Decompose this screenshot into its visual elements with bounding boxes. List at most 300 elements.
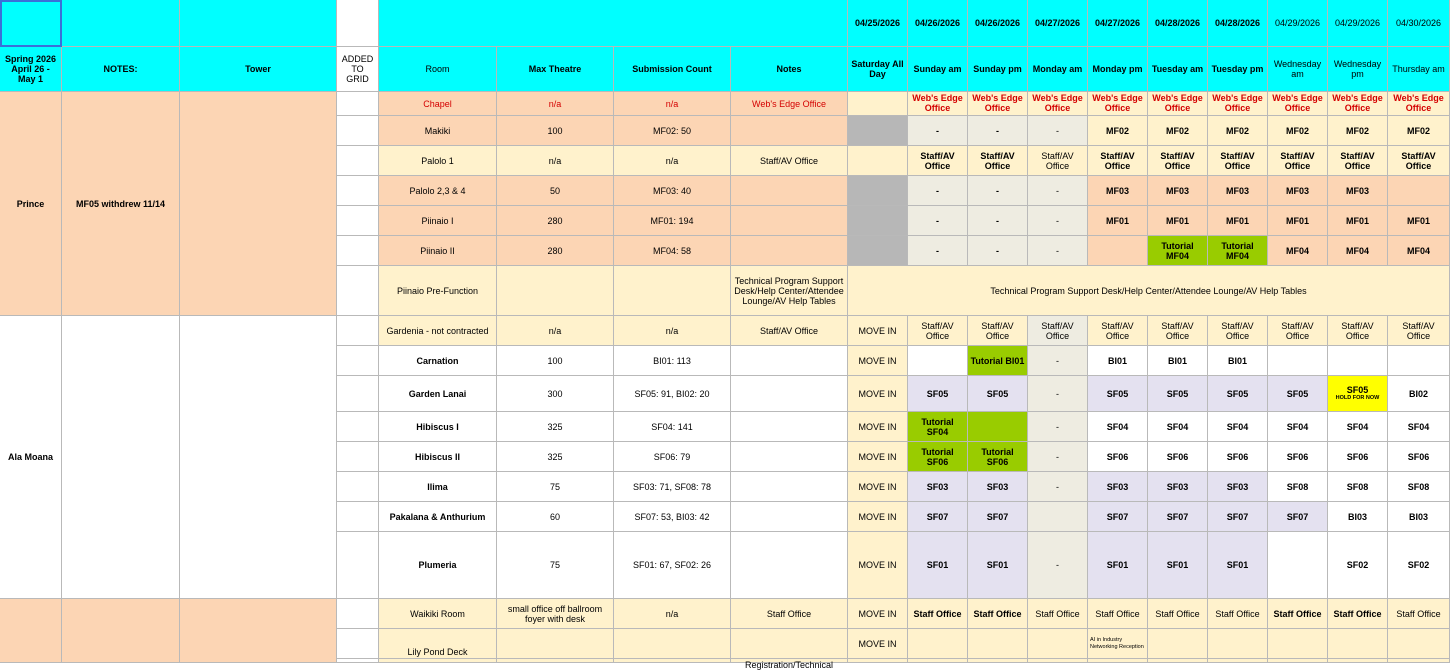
tower-cell[interactable] bbox=[180, 316, 337, 599]
date-header[interactable]: 04/30/2026 bbox=[1388, 0, 1450, 47]
schedule-cell[interactable]: SF06 bbox=[1208, 442, 1268, 472]
schedule-cell[interactable]: SF08 bbox=[1388, 472, 1450, 502]
date-header[interactable]: 04/29/2026 bbox=[1268, 0, 1328, 47]
tower-name[interactable] bbox=[0, 599, 62, 663]
schedule-cell[interactable]: SF07 bbox=[968, 502, 1028, 532]
schedule-cell[interactable]: AI in Industry Networking Reception bbox=[1088, 629, 1148, 659]
schedule-cell[interactable]: - bbox=[1028, 376, 1088, 412]
schedule-cell[interactable]: Web's Edge Office bbox=[1328, 92, 1388, 116]
schedule-cell[interactable] bbox=[968, 629, 1028, 659]
schedule-cell[interactable]: MOVE IN bbox=[848, 629, 908, 659]
schedule-cell[interactable]: - bbox=[908, 176, 968, 206]
schedule-cell[interactable]: Staff/AV Office bbox=[1148, 316, 1208, 346]
max-theatre[interactable]: n/a bbox=[497, 146, 614, 176]
schedule-cell[interactable]: SF05 bbox=[1148, 376, 1208, 412]
schedule-cell[interactable]: SF02 bbox=[1388, 532, 1450, 599]
slot-header[interactable]: Thursday am bbox=[1388, 47, 1450, 92]
max-theatre[interactable] bbox=[497, 629, 614, 659]
added-to-grid-checkbox[interactable] bbox=[337, 346, 379, 376]
schedule-cell[interactable]: - bbox=[1028, 236, 1088, 266]
column-header-notes[interactable]: NOTES: bbox=[62, 47, 180, 92]
schedule-cell[interactable]: - bbox=[1028, 206, 1088, 236]
submission-count[interactable] bbox=[614, 266, 731, 316]
schedule-cell[interactable]: Tutorial SF06 bbox=[968, 442, 1028, 472]
schedule-cell[interactable]: BI02 bbox=[1388, 376, 1450, 412]
max-theatre[interactable]: n/a bbox=[497, 316, 614, 346]
schedule-cell[interactable]: SF05 bbox=[1268, 376, 1328, 412]
room-name[interactable]: Carnation bbox=[379, 346, 497, 376]
schedule-cell[interactable]: Staff/AV Office bbox=[1088, 146, 1148, 176]
room-name[interactable]: Makiki bbox=[379, 116, 497, 146]
schedule-cell[interactable] bbox=[1388, 659, 1450, 663]
schedule-cell[interactable]: MF02 bbox=[1268, 116, 1328, 146]
submission-count[interactable] bbox=[614, 629, 731, 659]
schedule-cell[interactable]: MOVE IN bbox=[848, 472, 908, 502]
schedule-cell[interactable]: Staff Office bbox=[908, 599, 968, 629]
tower-note[interactable]: MF05 withdrew 11/14 bbox=[62, 92, 180, 316]
slot-header[interactable]: Wednesday pm bbox=[1328, 47, 1388, 92]
slot-header[interactable]: Sunday am bbox=[908, 47, 968, 92]
added-to-grid-checkbox[interactable] bbox=[337, 316, 379, 346]
schedule-cell[interactable] bbox=[908, 659, 968, 663]
schedule-cell[interactable] bbox=[1028, 629, 1088, 659]
schedule-cell[interactable]: Tutorial MF04 bbox=[1148, 236, 1208, 266]
room-name[interactable]: Gardenia - not contracted bbox=[379, 316, 497, 346]
date-header[interactable]: 04/28/2026 bbox=[1148, 0, 1208, 47]
schedule-cell[interactable]: Tutorial BI01 bbox=[968, 346, 1028, 376]
schedule-cell[interactable]: Web's Edge Office bbox=[1148, 92, 1208, 116]
schedule-cell[interactable]: Staff Office bbox=[1028, 599, 1088, 629]
schedule-cell[interactable] bbox=[1208, 659, 1268, 663]
max-theatre[interactable]: small office off ballroom foyer with desk bbox=[497, 599, 614, 629]
date-header[interactable]: 04/28/2026 bbox=[1208, 0, 1268, 47]
schedule-cell[interactable] bbox=[848, 206, 908, 236]
header-blank-cell[interactable] bbox=[180, 0, 337, 47]
column-header-added-to-grid[interactable]: ADDED TO GRID bbox=[337, 47, 379, 92]
schedule-cell[interactable]: SF07 bbox=[1208, 502, 1268, 532]
schedule-cell[interactable] bbox=[1088, 659, 1148, 663]
submission-count[interactable]: n/a bbox=[614, 316, 731, 346]
added-to-grid-checkbox[interactable] bbox=[337, 442, 379, 472]
schedule-cell[interactable]: - bbox=[1028, 176, 1088, 206]
schedule-cell[interactable]: MF01 bbox=[1148, 206, 1208, 236]
submission-count[interactable]: SF04: 141 bbox=[614, 412, 731, 442]
selected-header-cell[interactable] bbox=[0, 0, 62, 47]
column-header-notes2[interactable]: Notes bbox=[731, 47, 848, 92]
submission-count[interactable]: SF01: 67, SF02: 26 bbox=[614, 532, 731, 599]
header-blank-cell[interactable] bbox=[337, 0, 379, 47]
schedule-cell[interactable]: SF01 bbox=[1148, 532, 1208, 599]
schedule-cell[interactable]: MF03 bbox=[1088, 176, 1148, 206]
spreadsheet-title[interactable]: Spring 2026 April 26 - May 1 bbox=[0, 47, 62, 92]
schedule-cell[interactable]: SF01 bbox=[1208, 532, 1268, 599]
schedule-cell[interactable] bbox=[1328, 659, 1388, 663]
schedule-cell[interactable] bbox=[848, 236, 908, 266]
schedule-cell[interactable] bbox=[908, 346, 968, 376]
room-name[interactable]: Ilima bbox=[379, 472, 497, 502]
schedule-cell[interactable] bbox=[1028, 502, 1088, 532]
schedule-cell[interactable]: Staff/AV Office bbox=[1028, 316, 1088, 346]
added-to-grid-checkbox[interactable] bbox=[337, 376, 379, 412]
room-name[interactable]: Piinaio Pre-Function bbox=[379, 266, 497, 316]
max-theatre[interactable]: n/a bbox=[497, 92, 614, 116]
schedule-cell[interactable] bbox=[1268, 659, 1328, 663]
date-header[interactable]: 04/26/2026 bbox=[908, 0, 968, 47]
schedule-cell[interactable] bbox=[1148, 659, 1208, 663]
schedule-cell[interactable]: MF02 bbox=[1388, 116, 1450, 146]
tower-cell[interactable] bbox=[180, 599, 337, 663]
schedule-cell[interactable]: Staff Office bbox=[1208, 599, 1268, 629]
schedule-cell[interactable]: MF03 bbox=[1268, 176, 1328, 206]
schedule-cell[interactable]: SF01 bbox=[908, 532, 968, 599]
tower-name[interactable]: Ala Moana bbox=[0, 316, 62, 599]
schedule-cell[interactable]: SF04 bbox=[1148, 412, 1208, 442]
date-header[interactable]: 04/26/2026 bbox=[968, 0, 1028, 47]
room-name[interactable]: Plumeria bbox=[379, 532, 497, 599]
schedule-cell[interactable]: - bbox=[908, 116, 968, 146]
schedule-cell[interactable]: - bbox=[1028, 472, 1088, 502]
room-name[interactable]: Garden Lanai bbox=[379, 376, 497, 412]
tower-note[interactable] bbox=[62, 599, 180, 663]
added-to-grid-checkbox[interactable] bbox=[337, 206, 379, 236]
schedule-cell[interactable]: Tutorial SF06 bbox=[908, 442, 968, 472]
submission-count[interactable]: MF01: 194 bbox=[614, 206, 731, 236]
schedule-cell[interactable]: MOVE IN bbox=[848, 316, 908, 346]
date-header[interactable]: 04/25/2026 bbox=[848, 0, 908, 47]
schedule-cell[interactable]: BI01 bbox=[1148, 346, 1208, 376]
max-theatre[interactable]: 100 bbox=[497, 116, 614, 146]
schedule-cell[interactable]: - bbox=[968, 176, 1028, 206]
schedule-cell[interactable]: SF02 bbox=[1328, 532, 1388, 599]
schedule-cell[interactable]: SF06 bbox=[1328, 442, 1388, 472]
room-notes[interactable] bbox=[731, 472, 848, 502]
schedule-cell[interactable] bbox=[968, 412, 1028, 442]
schedule-cell[interactable]: MF04 bbox=[1268, 236, 1328, 266]
max-theatre[interactable]: 280 bbox=[497, 236, 614, 266]
schedule-cell[interactable]: BI03 bbox=[1388, 502, 1450, 532]
room-notes[interactable] bbox=[731, 206, 848, 236]
schedule-cell[interactable] bbox=[1148, 629, 1208, 659]
schedule-cell[interactable]: - bbox=[1028, 346, 1088, 376]
max-theatre[interactable]: 325 bbox=[497, 412, 614, 442]
schedule-cell[interactable]: MOVE IN bbox=[848, 532, 908, 599]
room-notes[interactable] bbox=[731, 532, 848, 599]
room-notes[interactable]: Staff/AV Office bbox=[731, 146, 848, 176]
max-theatre[interactable]: 75 bbox=[497, 532, 614, 599]
schedule-cell[interactable]: - bbox=[1028, 532, 1088, 599]
room-name[interactable]: Palolo 1 bbox=[379, 146, 497, 176]
room-notes[interactable] bbox=[731, 116, 848, 146]
submission-count[interactable]: BI01: 113 bbox=[614, 346, 731, 376]
date-header[interactable]: 04/27/2026 bbox=[1028, 0, 1088, 47]
schedule-cell[interactable]: SF07 bbox=[1148, 502, 1208, 532]
schedule-cell[interactable]: SF08 bbox=[1328, 472, 1388, 502]
schedule-cell[interactable]: Staff/AV Office bbox=[1268, 316, 1328, 346]
room-name[interactable] bbox=[379, 659, 497, 663]
schedule-cell[interactable]: - bbox=[908, 236, 968, 266]
schedule-cell[interactable] bbox=[1208, 629, 1268, 659]
submission-count[interactable]: n/a bbox=[614, 599, 731, 629]
added-to-grid-checkbox[interactable] bbox=[337, 659, 379, 663]
schedule-cell[interactable]: SF03 bbox=[908, 472, 968, 502]
schedule-cell[interactable]: MF01 bbox=[1388, 206, 1450, 236]
schedule-cell[interactable]: BI03 bbox=[1328, 502, 1388, 532]
added-to-grid-checkbox[interactable] bbox=[337, 116, 379, 146]
tower-name[interactable]: Prince bbox=[0, 92, 62, 316]
schedule-cell[interactable] bbox=[1388, 346, 1450, 376]
schedule-cell[interactable]: MOVE IN bbox=[848, 376, 908, 412]
schedule-cell[interactable]: Web's Edge Office bbox=[1208, 92, 1268, 116]
max-theatre[interactable]: 280 bbox=[497, 206, 614, 236]
column-header-max-theatre[interactable]: Max Theatre bbox=[497, 47, 614, 92]
room-name[interactable]: Piinaio II bbox=[379, 236, 497, 266]
schedule-cell[interactable]: MF04 bbox=[1388, 236, 1450, 266]
max-theatre[interactable]: 100 bbox=[497, 346, 614, 376]
schedule-cell[interactable] bbox=[848, 116, 908, 146]
schedule-cell[interactable]: MF03 bbox=[1328, 176, 1388, 206]
schedule-cell[interactable] bbox=[1328, 376, 1388, 412]
schedule-cell[interactable]: MOVE IN bbox=[848, 502, 908, 532]
schedule-cell[interactable]: MF01 bbox=[1208, 206, 1268, 236]
schedule-cell[interactable]: Staff Office bbox=[1328, 599, 1388, 629]
room-notes[interactable]: Web's Edge Office bbox=[731, 92, 848, 116]
added-to-grid-checkbox[interactable] bbox=[337, 599, 379, 629]
schedule-cell[interactable]: Web's Edge Office bbox=[1028, 92, 1088, 116]
header-blank-cell[interactable] bbox=[62, 0, 180, 47]
schedule-cell[interactable]: Staff Office bbox=[1088, 599, 1148, 629]
schedule-cell[interactable]: - bbox=[968, 116, 1028, 146]
room-notes[interactable]: Staff Office bbox=[731, 599, 848, 629]
schedule-cell[interactable]: SF05 bbox=[1208, 376, 1268, 412]
submission-count[interactable]: MF03: 40 bbox=[614, 176, 731, 206]
schedule-cell[interactable] bbox=[1388, 629, 1450, 659]
room-name[interactable]: Hibiscus II bbox=[379, 442, 497, 472]
added-to-grid-checkbox[interactable] bbox=[337, 176, 379, 206]
room-name[interactable]: Chapel bbox=[379, 92, 497, 116]
schedule-cell[interactable]: SF07 bbox=[908, 502, 968, 532]
added-to-grid-checkbox[interactable] bbox=[337, 412, 379, 442]
schedule-cell[interactable]: Staff/AV Office bbox=[908, 146, 968, 176]
schedule-cell[interactable]: SF05 bbox=[968, 376, 1028, 412]
schedule-cell[interactable]: Staff Office bbox=[1268, 599, 1328, 629]
added-to-grid-checkbox[interactable] bbox=[337, 266, 379, 316]
schedule-cell[interactable] bbox=[848, 659, 908, 663]
schedule-cell[interactable]: BI01 bbox=[1088, 346, 1148, 376]
submission-count[interactable]: n/a bbox=[614, 146, 731, 176]
schedule-cell[interactable]: MOVE IN bbox=[848, 346, 908, 376]
room-name[interactable]: Piinaio I bbox=[379, 206, 497, 236]
added-to-grid-checkbox[interactable] bbox=[337, 629, 379, 659]
added-to-grid-checkbox[interactable] bbox=[337, 146, 379, 176]
room-name[interactable]: Waikiki Room bbox=[379, 599, 497, 629]
schedule-cell[interactable]: SF04 bbox=[1088, 412, 1148, 442]
schedule-cell[interactable] bbox=[1268, 346, 1328, 376]
schedule-cell[interactable] bbox=[848, 176, 908, 206]
schedule-cell[interactable] bbox=[1028, 659, 1088, 663]
schedule-cell[interactable]: Staff/AV Office bbox=[1268, 146, 1328, 176]
schedule-cell[interactable]: MF02 bbox=[1208, 116, 1268, 146]
schedule-cell[interactable]: - bbox=[908, 206, 968, 236]
schedule-cell[interactable]: Staff/AV Office bbox=[1088, 316, 1148, 346]
max-theatre[interactable]: 300 bbox=[497, 376, 614, 412]
max-theatre[interactable] bbox=[497, 659, 614, 663]
schedule-cell[interactable]: Staff Office bbox=[968, 599, 1028, 629]
column-header-submission-count[interactable]: Submission Count bbox=[614, 47, 731, 92]
schedule-cell[interactable]: Staff/AV Office bbox=[1328, 316, 1388, 346]
schedule-cell[interactable] bbox=[968, 659, 1028, 663]
schedule-cell[interactable]: MOVE IN bbox=[848, 442, 908, 472]
schedule-cell[interactable]: Web's Edge Office bbox=[1388, 92, 1450, 116]
submission-count[interactable]: n/a bbox=[614, 92, 731, 116]
schedule-cell[interactable]: MF01 bbox=[1328, 206, 1388, 236]
schedule-cell[interactable]: Web's Edge Office bbox=[1268, 92, 1328, 116]
schedule-cell[interactable]: Staff/AV Office bbox=[1208, 316, 1268, 346]
schedule-cell[interactable]: SF01 bbox=[1088, 532, 1148, 599]
room-name[interactable]: Lily Pond Deck bbox=[379, 629, 497, 659]
room-name[interactable]: Hibiscus I bbox=[379, 412, 497, 442]
schedule-cell[interactable]: SF08 bbox=[1268, 472, 1328, 502]
header-blank-cell[interactable] bbox=[379, 0, 848, 47]
tower-cell[interactable] bbox=[180, 92, 337, 316]
schedule-cell[interactable]: Staff/AV Office bbox=[968, 146, 1028, 176]
schedule-cell[interactable]: SF04 bbox=[1388, 412, 1450, 442]
schedule-cell[interactable]: SF05 bbox=[908, 376, 968, 412]
submission-count[interactable]: SF03: 71, SF08: 78 bbox=[614, 472, 731, 502]
schedule-cell[interactable]: Tutorial SF04 bbox=[908, 412, 968, 442]
schedule-cell[interactable]: SF07 bbox=[1268, 502, 1328, 532]
schedule-cell[interactable] bbox=[908, 629, 968, 659]
schedule-cell[interactable]: BI01 bbox=[1208, 346, 1268, 376]
slot-header[interactable]: Monday am bbox=[1028, 47, 1088, 92]
column-header-room[interactable]: Room bbox=[379, 47, 497, 92]
schedule-cell[interactable]: MOVE IN bbox=[848, 599, 908, 629]
submission-count[interactable]: MF02: 50 bbox=[614, 116, 731, 146]
max-theatre[interactable] bbox=[497, 266, 614, 316]
added-to-grid-checkbox[interactable] bbox=[337, 92, 379, 116]
schedule-cell[interactable]: SF04 bbox=[1268, 412, 1328, 442]
schedule-cell[interactable] bbox=[1268, 629, 1328, 659]
schedule-cell[interactable]: Staff/AV Office bbox=[1388, 146, 1450, 176]
schedule-cell[interactable]: MF01 bbox=[1088, 206, 1148, 236]
slot-header[interactable]: Tuesday pm bbox=[1208, 47, 1268, 92]
room-notes[interactable] bbox=[731, 176, 848, 206]
slot-header[interactable]: Saturday All Day bbox=[848, 47, 908, 92]
added-to-grid-checkbox[interactable] bbox=[337, 472, 379, 502]
schedule-cell[interactable]: Staff/AV Office bbox=[1208, 146, 1268, 176]
schedule-cell[interactable]: SF07 bbox=[1088, 502, 1148, 532]
schedule-cell[interactable] bbox=[1388, 176, 1450, 206]
schedule-cell[interactable]: Staff/AV Office bbox=[1028, 146, 1088, 176]
schedule-cell[interactable]: Staff Office bbox=[1148, 599, 1208, 629]
schedule-cell[interactable]: MF02 bbox=[1328, 116, 1388, 146]
schedule-cell[interactable]: Staff/AV Office bbox=[968, 316, 1028, 346]
schedule-cell[interactable]: MF02 bbox=[1148, 116, 1208, 146]
schedule-cell[interactable] bbox=[848, 92, 908, 116]
schedule-cell[interactable]: - bbox=[1028, 116, 1088, 146]
schedule-cell[interactable]: MF03 bbox=[1208, 176, 1268, 206]
room-notes[interactable] bbox=[731, 346, 848, 376]
schedule-cell[interactable]: - bbox=[968, 206, 1028, 236]
schedule-cell[interactable]: - bbox=[1028, 442, 1088, 472]
added-to-grid-checkbox[interactable] bbox=[337, 502, 379, 532]
schedule-cell[interactable]: MF02 bbox=[1088, 116, 1148, 146]
added-to-grid-checkbox[interactable] bbox=[337, 532, 379, 599]
schedule-cell[interactable]: Web's Edge Office bbox=[908, 92, 968, 116]
room-notes[interactable] bbox=[731, 442, 848, 472]
schedule-cell[interactable]: SF06 bbox=[1268, 442, 1328, 472]
slot-header[interactable]: Monday pm bbox=[1088, 47, 1148, 92]
schedule-cell[interactable]: MOVE IN bbox=[848, 412, 908, 442]
schedule-cell[interactable]: SF03 bbox=[1088, 472, 1148, 502]
schedule-cell[interactable]: SF05 bbox=[1088, 376, 1148, 412]
span-notes[interactable]: Technical Program Support Desk/Help Center/Attendee Lounge/AV Help Tables bbox=[848, 266, 1450, 316]
room-notes[interactable]: Technical Program Support Desk/Help Center/Attendee Lounge/AV Help Tables bbox=[731, 266, 848, 316]
schedule-cell[interactable]: SF03 bbox=[1148, 472, 1208, 502]
schedule-cell[interactable]: SF01 bbox=[968, 532, 1028, 599]
column-header-tower[interactable]: Tower bbox=[180, 47, 337, 92]
schedule-cell[interactable] bbox=[1328, 629, 1388, 659]
schedule-cell[interactable]: MF03 bbox=[1148, 176, 1208, 206]
schedule-cell[interactable]: SF03 bbox=[1208, 472, 1268, 502]
schedule-cell[interactable] bbox=[848, 146, 908, 176]
schedule-cell[interactable]: Web's Edge Office bbox=[968, 92, 1028, 116]
room-notes[interactable] bbox=[731, 376, 848, 412]
schedule-cell[interactable] bbox=[1088, 236, 1148, 266]
max-theatre[interactable]: 60 bbox=[497, 502, 614, 532]
schedule-cell[interactable]: SF06 bbox=[1088, 442, 1148, 472]
schedule-cell[interactable]: SF04 bbox=[1208, 412, 1268, 442]
schedule-cell[interactable]: Tutorial MF04 bbox=[1208, 236, 1268, 266]
schedule-cell[interactable]: SF04 bbox=[1328, 412, 1388, 442]
schedule-cell[interactable] bbox=[1328, 346, 1388, 376]
submission-count[interactable]: SF05: 91, BI02: 20 bbox=[614, 376, 731, 412]
room-name[interactable]: Pakalana & Anthurium bbox=[379, 502, 497, 532]
submission-count[interactable]: SF07: 53, BI03: 42 bbox=[614, 502, 731, 532]
slot-header[interactable]: Wednesday am bbox=[1268, 47, 1328, 92]
max-theatre[interactable]: 325 bbox=[497, 442, 614, 472]
schedule-cell[interactable]: SF06 bbox=[1148, 442, 1208, 472]
schedule-cell[interactable]: SF06 bbox=[1388, 442, 1450, 472]
schedule-cell[interactable]: Staff/AV Office bbox=[1388, 316, 1450, 346]
tower-note[interactable] bbox=[62, 316, 180, 599]
room-notes[interactable]: Registration/Technical bbox=[731, 659, 848, 663]
room-notes[interactable] bbox=[731, 236, 848, 266]
slot-header[interactable]: Tuesday am bbox=[1148, 47, 1208, 92]
schedule-cell[interactable]: MF04 bbox=[1328, 236, 1388, 266]
schedule-cell[interactable]: - bbox=[968, 236, 1028, 266]
submission-count[interactable]: MF04: 58 bbox=[614, 236, 731, 266]
date-header[interactable]: 04/29/2026 bbox=[1328, 0, 1388, 47]
room-notes[interactable]: Staff/AV Office bbox=[731, 316, 848, 346]
schedule-cell[interactable] bbox=[1268, 532, 1328, 599]
schedule-cell[interactable]: Staff/AV Office bbox=[1148, 146, 1208, 176]
submission-count[interactable] bbox=[614, 659, 731, 663]
slot-header[interactable]: Sunday pm bbox=[968, 47, 1028, 92]
room-name[interactable]: Palolo 2,3 & 4 bbox=[379, 176, 497, 206]
schedule-cell[interactable]: MF01 bbox=[1268, 206, 1328, 236]
schedule-cell[interactable]: SF03 bbox=[968, 472, 1028, 502]
added-to-grid-checkbox[interactable] bbox=[337, 236, 379, 266]
schedule-cell[interactable]: Staff/AV Office bbox=[1328, 146, 1388, 176]
max-theatre[interactable]: 50 bbox=[497, 176, 614, 206]
room-notes[interactable] bbox=[731, 412, 848, 442]
schedule-cell[interactable]: Web's Edge Office bbox=[1088, 92, 1148, 116]
date-header[interactable]: 04/27/2026 bbox=[1088, 0, 1148, 47]
schedule-cell[interactable]: Staff Office bbox=[1388, 599, 1450, 629]
room-notes[interactable] bbox=[731, 502, 848, 532]
schedule-cell[interactable]: Staff/AV Office bbox=[908, 316, 968, 346]
submission-count[interactable]: SF06: 79 bbox=[614, 442, 731, 472]
